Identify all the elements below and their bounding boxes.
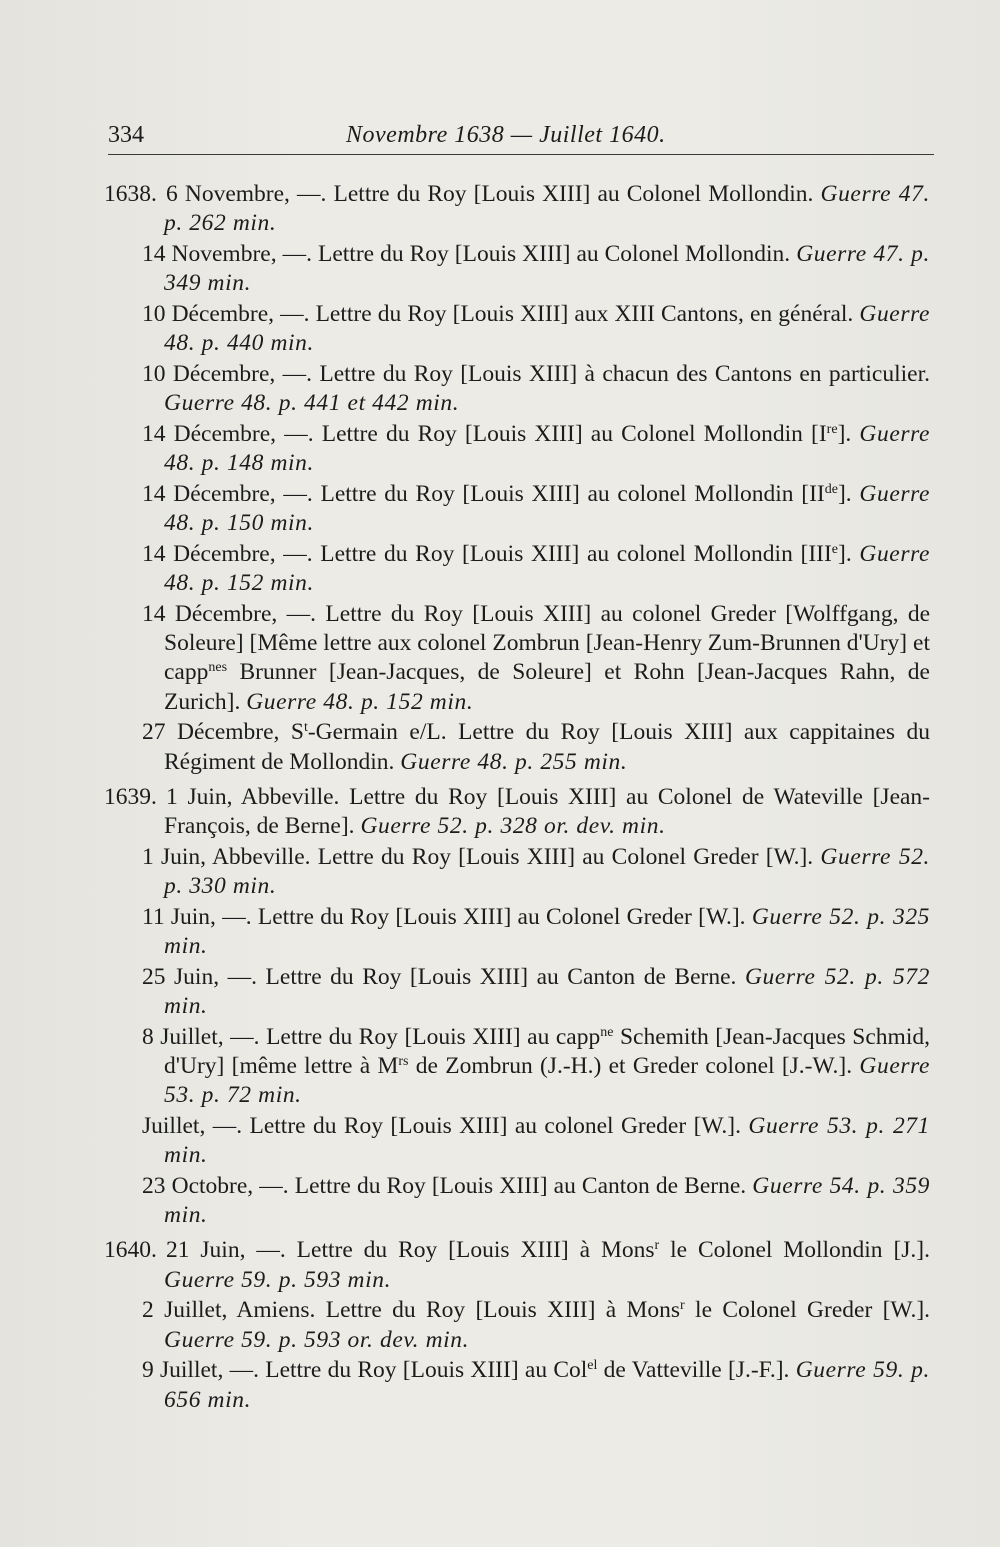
entry-reference: Guerre 48. p. 152 min. — [164, 541, 930, 597]
entry-text-end: Brunner [Jean-Jacques, de Soleure] et Rohn [Jean-Jacques Rahn, de Zurich]. — [164, 659, 930, 715]
entry-text-end: ]. — [838, 541, 852, 567]
list-item — [100, 300, 930, 358]
entry-reference: Guerre 52. p. 328 or. dev. min. — [360, 813, 666, 840]
entry-date: 25 Juin, —. — [142, 963, 257, 990]
list-item — [100, 1112, 930, 1170]
entry-reference: Guerre 52. p. 325 min. — [164, 903, 931, 960]
entry-reference: Guerre 52. p. 330 min. — [164, 843, 931, 900]
entry-reference: Guerre 48. p. 255 min. — [400, 748, 628, 775]
entry-date: 6 Novembre, —. — [166, 181, 327, 207]
entry-date-end: -Germain e/L. — [307, 719, 447, 746]
entry-year: 1640. — [104, 1237, 157, 1264]
entry-text-end: ]. — [837, 481, 852, 507]
entry-text: Lettre du Roy [Louis XIII] au Canton de Berne. — [294, 1173, 747, 1200]
entry-reference: Guerre 47. p. 349 min. — [164, 241, 931, 297]
list-item — [100, 1023, 930, 1111]
entry-date: 14 Décembre, —. — [142, 481, 313, 507]
entry-reference: Guerre 48. p. 150 min. — [164, 481, 931, 537]
entry-text: Lettre du Roy [Louis XIII] au colonel Mollondin [III — [320, 541, 832, 567]
page-number: 334 — [108, 122, 144, 148]
entry-text: Lettre du Roy [Louis XIII] au Colonel Greder [W.]. — [317, 843, 814, 870]
list-item — [100, 783, 930, 841]
entry-reference: Guerre 48. p. 148 min. — [164, 421, 931, 477]
entry-text: Lettre du Roy [Louis XIII] aux cappitaines du Régiment de Mollondin. — [164, 719, 930, 775]
superscript: e — [831, 542, 839, 557]
entry-text-end: de Vatteville [J.-F.]. — [597, 1357, 790, 1384]
entry-date: 21 Juin, —. — [166, 1237, 286, 1264]
superscript: t — [303, 720, 308, 736]
entry-text: Lettre du Roy [Louis XIII] au colonel Greder [Wolffgang, de Soleure] [Même lettre aux colonel Zombrun [Jean-Henry Zum-Brunnen d'Ury] et capp — [164, 601, 931, 686]
superscript: de — [824, 482, 838, 497]
entry-date: 10 Décembre, —. — [142, 361, 313, 387]
list-item — [100, 420, 930, 478]
entry-text: Lettre du Roy [Louis XIII] à Mons — [296, 1237, 655, 1264]
entry-reference: Guerre 59. p. 656 min. — [164, 1357, 930, 1413]
superscript: r — [654, 1238, 660, 1254]
entry-text: Lettre du Roy [Louis XIII] au Col — [265, 1357, 588, 1384]
superscript: rs — [398, 1054, 409, 1070]
entry-text: Lettre du Roy [Louis XIII] au Colonel Greder [W.]. — [257, 903, 746, 930]
entry-text-end: ]. — [837, 421, 852, 447]
entry-date: 10 Décembre, —. — [142, 301, 310, 327]
entry-date: 23 Octobre, —. — [142, 1173, 289, 1200]
entry-text: Lettre du Roy [Louis XIII] à Mons — [325, 1297, 681, 1324]
entry-reference: Guerre 48. p. 441 et 442 min. — [164, 390, 460, 417]
entry-text: Lettre du Roy [Louis XIII] au colonel Mollondin [II — [320, 481, 825, 507]
entry-text: Lettre du Roy [Louis XIII] au Canton de Berne. — [265, 963, 737, 990]
entry-text-mid: Schemith [Jean-Jacques Schmid, d'Ury] [même lettre à M — [164, 1023, 930, 1080]
entry-date: 8 Juillet, —. — [142, 1023, 260, 1050]
entry-text: Lettre du Roy [Louis XIII] au Colonel Mollondin. — [317, 241, 791, 267]
entry-text: Lettre du Roy [Louis XIII] aux XIII Cantons, en général. — [315, 301, 854, 327]
entry-reference: Guerre 54. p. 359 min. — [164, 1173, 931, 1229]
page-header — [108, 118, 934, 155]
list-item — [100, 963, 930, 1021]
superscript: r — [680, 1298, 685, 1314]
entry-year: 1638. — [104, 181, 157, 207]
entry-text: Lettre du Roy [Louis XIII] au Colonel de Wateville [Jean-François, de Berne]. — [164, 783, 931, 840]
list-item — [100, 1172, 930, 1230]
entry-reference: Guerre 53. p. 72 min. — [164, 1053, 931, 1109]
entry-date: 1 Juin, Abbeville. — [166, 783, 340, 810]
entry-text-end: le Colonel Mollondin [J.]. — [659, 1237, 931, 1264]
entry-date: 27 Décembre, S — [142, 719, 304, 746]
entry-date: 9 Juillet, —. — [142, 1357, 259, 1384]
list-item — [100, 180, 930, 238]
superscript: re — [826, 422, 838, 437]
list-item — [100, 360, 930, 418]
entry-text: Lettre du Roy [Louis XIII] au Colonel Mollondin. — [333, 181, 814, 207]
entry-text-end: le Colonel Greder [W.]. — [684, 1297, 931, 1324]
entry-date: Juillet, —. — [142, 1113, 243, 1140]
list-item — [100, 718, 930, 776]
entry-date: 14 Décembre, —. — [142, 601, 317, 627]
list-item — [100, 1296, 930, 1354]
entry-text-end: de Zombrun (J.-H.) et Greder colonel [J.-W.]. — [408, 1053, 853, 1080]
list-item — [100, 903, 930, 961]
entry-date: 14 Novembre, —. — [142, 241, 312, 267]
list-item — [100, 843, 930, 901]
entry-reference: Guerre 59. p. 593 min. — [164, 1266, 392, 1293]
list-item — [100, 240, 930, 298]
entry-year: 1639. — [104, 783, 157, 810]
superscript: ne — [600, 1024, 614, 1040]
entry-reference: Guerre 48. p. 440 min. — [164, 301, 930, 357]
list-item — [100, 480, 930, 538]
entry-text: Lettre du Roy [Louis XIII] au Colonel Mollondin [I — [321, 421, 827, 447]
entry-text: Lettre du Roy [Louis XIII] au capp — [266, 1023, 601, 1050]
entry-reference: Guerre 53. p. 271 min. — [164, 1113, 931, 1169]
superscript: nes — [208, 660, 228, 676]
entry-date: 14 Décembre, —. — [142, 541, 313, 567]
entry-date: 2 Juillet, Amiens. — [142, 1297, 316, 1324]
superscript: el — [587, 1358, 598, 1374]
entry-text: Lettre du Roy [Louis XIII] à chacun des Cantons en particulier. — [319, 361, 930, 387]
entry-reference: Guerre 48. p. 152 min. — [246, 688, 474, 715]
entry-date: 1 Juin, Abbeville. — [142, 843, 311, 870]
entries-list — [100, 180, 930, 1416]
entry-reference: Guerre 47. p. 262 min. — [164, 181, 930, 237]
list-item — [100, 1356, 930, 1414]
list-item — [100, 600, 930, 717]
entry-date: 14 Décembre, —. — [142, 421, 314, 447]
entry-text: Lettre du Roy [Louis XIII] au colonel Greder [W.]. — [249, 1113, 741, 1140]
entry-reference: Guerre 59. p. 593 or. dev. min. — [164, 1326, 470, 1353]
entry-date: 11 Juin, —. — [142, 903, 252, 930]
entry-reference: Guerre 52. p. 572 min. — [164, 963, 930, 1020]
running-title: Novembre 1638 — Juillet 1640. — [346, 122, 666, 148]
list-item — [100, 540, 930, 598]
list-item — [100, 1236, 930, 1294]
